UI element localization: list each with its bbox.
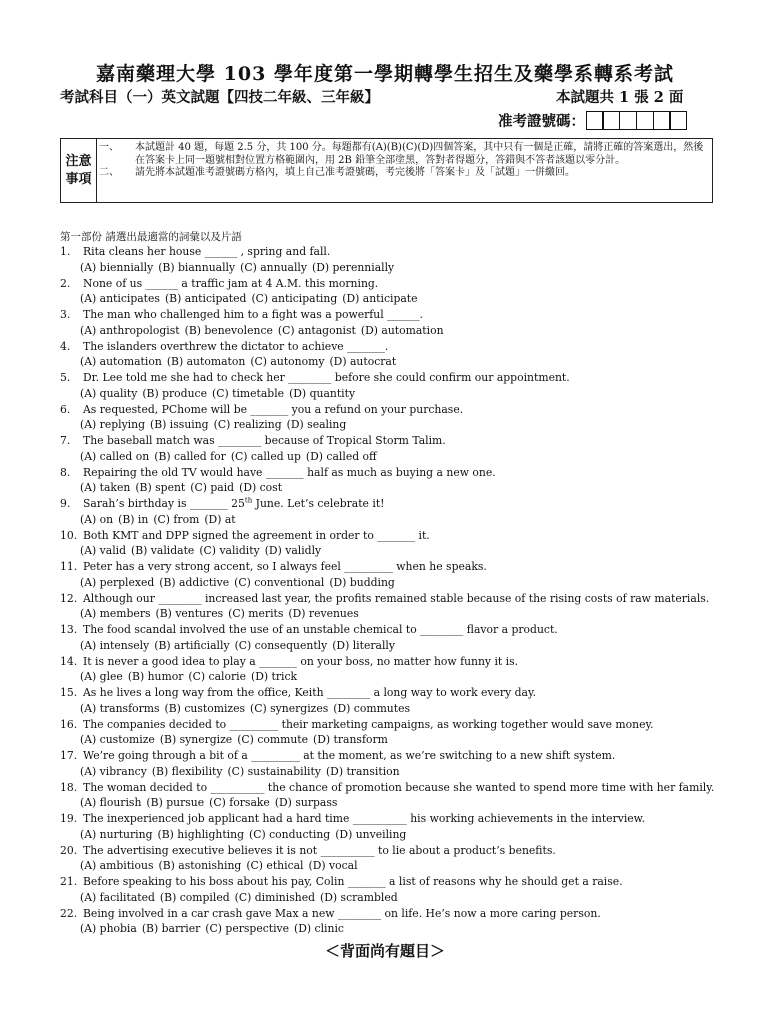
answer-options (60, 354, 720, 370)
answer-option: (C) antagonist (277, 323, 356, 337)
exam-number-boxes (587, 111, 687, 130)
question-stem (60, 685, 720, 701)
notice-label-line1: 注意 (65, 153, 92, 169)
notice-rule (99, 167, 708, 180)
answer-option: (D) at (204, 512, 236, 526)
question-text: The companies decided to _________ their marketing campaigns, as working together would save money. (83, 717, 654, 731)
answer-option: (B) biannually (158, 260, 236, 274)
exam-number-box (669, 111, 687, 130)
answer-options (60, 512, 720, 528)
question-stem (60, 874, 720, 890)
question-item (60, 685, 720, 717)
answer-options (60, 701, 720, 717)
answer-option: (D) automation (360, 323, 444, 337)
question-text (83, 496, 385, 512)
question-item (60, 559, 720, 591)
answer-options (60, 890, 720, 906)
answer-option: (B) synergize (159, 733, 233, 747)
question-number: 18. (60, 780, 78, 794)
question-item (60, 370, 720, 402)
question-text: It is never a good idea to play a _______ on your boss, no matter how funny it is. (83, 654, 519, 668)
question-stem (60, 433, 720, 449)
answer-option: (D) scrambled (320, 890, 398, 904)
answer-options (60, 480, 720, 496)
question-item (60, 591, 720, 623)
answer-option: (B) benevolence (184, 323, 273, 337)
question-list (60, 244, 720, 937)
answer-option: (D) perennially (311, 260, 395, 274)
answer-option: (C) from (153, 512, 200, 526)
answer-option: (A) replying (80, 418, 145, 432)
answer-option: (C) conducting (249, 827, 331, 841)
question-text: Repairing the old TV would have _______ half as much as buying a new one. (83, 465, 496, 479)
notice-label (61, 139, 97, 202)
answer-option: (B) pursue (146, 796, 205, 810)
question-item (60, 433, 720, 465)
question-text: As he lives a long way from the office, Keith ________ a long way to work every day. (83, 686, 537, 699)
question-text: None of us ______ a traffic jam at 4 A.M. this morning. (83, 276, 379, 290)
answer-options (60, 921, 720, 937)
question-item (60, 874, 720, 906)
exam-number-box (636, 111, 654, 130)
answer-option: (A) facilitated (80, 890, 155, 904)
answer-option: (B) spent (135, 481, 186, 495)
question-stem (60, 559, 720, 575)
answer-options (60, 386, 720, 402)
question-stem (60, 591, 720, 607)
question-number: 8. (60, 465, 71, 479)
question-item (60, 339, 720, 371)
answer-options (60, 449, 720, 465)
answer-option: (B) astonishing (158, 859, 242, 873)
question-number: 21. (60, 875, 78, 888)
answer-option: (D) called off (305, 449, 377, 463)
question-number: 3. (60, 308, 71, 321)
question-stem (60, 748, 720, 764)
question-number: 14. (60, 654, 78, 668)
question-stem (60, 307, 720, 323)
question-text: Although our ________ increased last year, the profits remained stable because of the rising costs of raw materials. (83, 591, 710, 605)
question-item (60, 465, 720, 497)
answer-option: (B) issuing (150, 418, 209, 432)
answer-option: (A) quality (80, 386, 138, 400)
question-item (60, 307, 720, 339)
answer-option: (A) valid (80, 544, 127, 558)
answer-option: (C) conventional (234, 575, 325, 589)
answer-option: (A) members (80, 607, 151, 621)
question-stem (60, 654, 720, 670)
exam-subject: 考試科目（一）英文試題【四技二年級、三年級】 (60, 89, 379, 106)
question-stem (60, 717, 720, 733)
question-item (60, 843, 720, 875)
answer-option: (D) sealing (286, 418, 347, 432)
answer-option: (C) calorie (188, 670, 246, 684)
question-stem (60, 811, 720, 827)
question-item (60, 276, 720, 308)
question-text: Before speaking to his boss about his pay, Colin _______ a list of reasons why he should get a raise. (83, 875, 623, 888)
answer-option: (D) unveiling (335, 827, 407, 841)
answer-option: (B) compiled (159, 890, 230, 904)
answer-option: (C) called up (230, 449, 301, 463)
question-number: 19. (60, 812, 78, 825)
answer-option: (B) barrier (141, 922, 201, 936)
question-stem (60, 339, 720, 355)
answer-option: (C) consequently (234, 638, 328, 652)
question-text-part: Sarah’s birthday is _______ 25 (83, 497, 245, 510)
question-item (60, 811, 720, 843)
answer-option: (B) flexibility (151, 764, 223, 778)
answer-option: (A) biennially (80, 260, 154, 274)
rule-text: 本試題計 40 題，每題 2.5 分，共 100 分。每題都有(A)(B)(C)(D)四個答案，其中只有一個是正確，請將正確的答案選出，然後在答案卡上同一題號相對位置方格範圍內，用 2B 鉛筆全部塗黑，答對者得題分，答錯與不答者該題以零分計。 (135, 142, 704, 166)
answer-option: (D) trick (250, 670, 298, 684)
question-text: The woman decided to __________ the chance of promotion because she wanted to spend more time with her family. (83, 780, 715, 794)
question-item (60, 780, 720, 812)
answer-option: (B) produce (142, 386, 207, 400)
question-text: Peter has a very strong accent, so I always feel _________ when he speaks. (83, 560, 487, 573)
question-stem (60, 276, 720, 292)
rule-number: 二、 (99, 167, 119, 179)
question-text: Rita cleans her house ______ , spring and fall. (83, 245, 331, 258)
question-stem (60, 843, 720, 859)
question-text: The food scandal involved the use of an unstable chemical to ________ flavor a product. (83, 623, 558, 636)
answer-option: (B) in (118, 512, 149, 526)
question-text: The advertising executive believes it is not __________ to lie about a product’s benefits. (83, 843, 556, 857)
answer-options (60, 417, 720, 433)
question-number: 20. (60, 843, 78, 857)
exam-number-box (619, 111, 637, 130)
answer-option: (A) called on (80, 449, 150, 463)
answer-option: (C) sustainability (227, 764, 321, 778)
question-text: We’re going through a bit of a _________ at the moment, as we’re switching to a new shift system. (83, 749, 616, 762)
answer-option: (B) ventures (155, 607, 224, 621)
answer-options (60, 575, 720, 591)
answer-option: (C) autonomy (250, 355, 325, 369)
question-item (60, 654, 720, 686)
answer-options (60, 669, 720, 685)
answer-option: (A) glee (80, 670, 123, 684)
question-number: 7. (60, 434, 71, 447)
answer-option: (B) addictive (159, 575, 230, 589)
answer-option: (C) anticipating (251, 292, 338, 306)
answer-option: (A) on (80, 512, 114, 526)
notice-box (60, 138, 713, 203)
answer-option: (C) realizing (213, 418, 282, 432)
question-stem (60, 370, 720, 386)
rule-text: 請先將本試題准考證號碼方格內，填上自己准考證號碼，考完後將「答案卡」及「試題」一併繳回。 (135, 167, 575, 179)
question-number: 6. (60, 402, 71, 416)
question-stem (60, 244, 720, 260)
answer-option: (D) revenues (288, 607, 359, 621)
question-item (60, 748, 720, 780)
answer-option: (B) anticipated (164, 292, 247, 306)
question-stem (60, 528, 720, 544)
question-stem (60, 780, 720, 796)
answer-option: (A) nurturing (80, 827, 153, 841)
notice-rule (99, 142, 708, 167)
question-number: 10. (60, 528, 78, 542)
answer-option: (A) perplexed (80, 575, 155, 589)
answer-options (60, 260, 720, 276)
question-stem (60, 622, 720, 638)
question-item (60, 717, 720, 749)
answer-options (60, 638, 720, 654)
exam-number-box (653, 111, 671, 130)
exam-number-row (498, 110, 687, 131)
answer-options (60, 606, 720, 622)
page-count: 本試題共 1 張 2 面 (556, 89, 684, 106)
question-text: Being involved in a car crash gave Max a new ________ on life. He’s now a more caring person. (83, 906, 601, 920)
answer-option: (A) intensely (80, 638, 150, 652)
answer-option: (D) commutes (333, 701, 411, 715)
answer-option: (B) highlighting (157, 827, 244, 841)
question-stem (60, 496, 720, 512)
answer-option: (D) anticipate (342, 292, 418, 306)
question-text: Both KMT and DPP signed the agreement in order to _______ it. (83, 528, 430, 542)
answer-option: (B) humor (127, 670, 184, 684)
answer-option: (A) customize (80, 733, 155, 747)
question-number: 22. (60, 906, 78, 920)
answer-option: (C) annually (240, 260, 307, 274)
question-number: 16. (60, 717, 78, 731)
answer-option: (B) validate (131, 544, 195, 558)
question-stem (60, 465, 720, 481)
question-stem (60, 906, 720, 922)
answer-options (60, 764, 720, 780)
question-text: As requested, PChome will be _______ you a refund on your purchase. (83, 402, 464, 416)
question-item (60, 496, 720, 528)
answer-option: (B) automaton (166, 355, 246, 369)
answer-option: (A) flourish (80, 796, 142, 810)
exam-number-box (586, 111, 604, 130)
answer-option: (C) diminished (234, 890, 316, 904)
answer-option: (D) vocal (308, 859, 358, 873)
answer-options (60, 795, 720, 811)
question-text: The man who challenged him to a fight was a powerful ______. (83, 308, 423, 321)
question-number: 17. (60, 749, 78, 762)
answer-option: (A) anthropologist (80, 323, 180, 337)
answer-option: (C) synergizes (250, 701, 329, 715)
answer-option: (B) called for (154, 449, 226, 463)
question-number: 2. (60, 276, 71, 290)
answer-option: (A) vibrancy (80, 764, 147, 778)
answer-option: (C) ethical (246, 859, 304, 873)
question-text-superscript: th (244, 496, 253, 505)
question-item (60, 402, 720, 434)
question-number: 9. (60, 497, 71, 510)
question-number: 12. (60, 591, 78, 605)
question-number: 13. (60, 623, 78, 636)
answer-option: (C) commute (237, 733, 309, 747)
continue-note: ＜背面尚有題目＞ (324, 942, 445, 960)
answer-options (60, 858, 720, 874)
answer-options (60, 323, 720, 339)
answer-option: (D) transform (313, 733, 388, 747)
question-number: 11. (60, 560, 78, 573)
answer-option: (D) surpass (274, 796, 338, 810)
answer-option: (C) merits (228, 607, 284, 621)
question-item (60, 244, 720, 276)
answer-options (60, 291, 720, 307)
question-item (60, 622, 720, 654)
answer-option: (A) phobia (80, 922, 137, 936)
answer-option: (D) transition (325, 764, 400, 778)
answer-option: (D) quantity (289, 386, 356, 400)
question-number: 4. (60, 339, 71, 353)
answer-option: (D) validly (264, 544, 322, 558)
answer-option: (D) budding (329, 575, 395, 589)
notice-rules (97, 139, 712, 202)
answer-option: (C) timetable (211, 386, 285, 400)
exam-title: 嘉南藥理大學 103 學年度第一學期轉學生招生及藥學系轉系考試 (96, 63, 674, 85)
answer-option: (C) forsake (209, 796, 270, 810)
answer-option: (D) cost (239, 481, 283, 495)
exam-number-box (602, 111, 620, 130)
question-item (60, 528, 720, 560)
answer-option: (B) artificially (154, 638, 230, 652)
exam-number-label: 准考證號碼： (498, 113, 585, 130)
question-item (60, 906, 720, 938)
answer-option: (A) anticipates (80, 292, 160, 306)
notice-label-line2: 事項 (65, 171, 92, 187)
answer-option: (D) literally (332, 638, 395, 652)
section-title: 第一部份 請選出最適當的詞彙以及片語 (60, 231, 242, 243)
answer-options (60, 732, 720, 748)
answer-option: (A) taken (80, 481, 131, 495)
answer-option: (D) autocrat (329, 355, 397, 369)
answer-options (60, 827, 720, 843)
rule-number: 一、 (99, 142, 119, 153)
question-text: The inexperienced job applicant had a hard time __________ his working achievements in the interview. (83, 812, 646, 825)
answer-option: (D) clinic (294, 922, 344, 936)
question-text: The baseball match was ________ because of Tropical Storm Talim. (83, 434, 446, 447)
answer-option: (A) transforms (80, 701, 160, 715)
question-text-part: June. Let’s celebrate it! (252, 497, 385, 510)
answer-options (60, 543, 720, 559)
answer-option: (A) ambitious (80, 859, 154, 873)
question-number: 15. (60, 686, 78, 699)
question-text: Dr. Lee told me she had to check her ________ before she could confirm our appointment. (83, 371, 570, 384)
question-number: 5. (60, 371, 71, 384)
answer-option: (C) paid (190, 481, 235, 495)
answer-option: (A) automation (80, 355, 162, 369)
answer-option: (C) validity (199, 544, 260, 558)
question-stem (60, 402, 720, 418)
question-text: The islanders overthrew the dictator to achieve _______. (83, 339, 389, 353)
answer-option: (B) customizes (164, 701, 246, 715)
answer-option: (C) perspective (205, 922, 290, 936)
question-number: 1. (60, 245, 71, 258)
